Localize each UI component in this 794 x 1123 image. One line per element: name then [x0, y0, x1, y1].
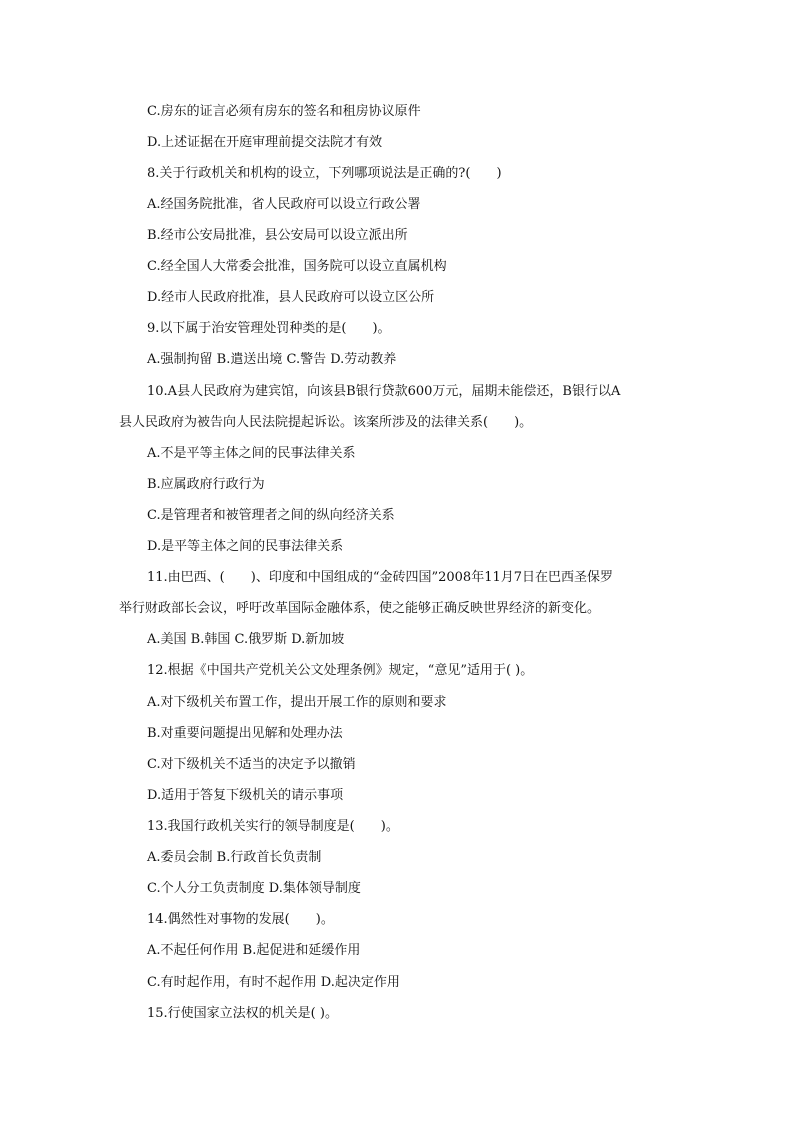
option-line: C.经全国人大常委会批准，国务院可以设立直属机构: [147, 259, 447, 274]
question-line: 10.A县人民政府为建宾馆，向该县B银行贷款600万元，届期未能偿还，B银行以A: [147, 384, 621, 399]
option-line: A.对下级机关布置工作，提出开展工作的原则和要求: [147, 695, 447, 710]
question-line: 12.根据《中国共产党机关公文处理条例》规定，“意见”适用于( )。: [147, 663, 534, 678]
option-line: A.不起任何作用 B.起促进和延缓作用: [147, 943, 361, 958]
option-line: C.是管理者和被管理者之间的纵向经济关系: [147, 508, 395, 523]
option-line: A.美国 B.韩国 C.俄罗斯 D.新加坡: [147, 632, 345, 647]
option-line: C.个人分工负责制度 D.集体领导制度: [147, 881, 361, 896]
option-line: B.对重要问题提出见解和处理办法: [147, 726, 343, 741]
option-line: A.委员会制 B.行政首长负责制: [147, 850, 322, 865]
question-line: 8.关于行政机关和机构的设立，下列哪项说法是正确的?( ): [147, 166, 502, 181]
question-line: 9.以下属于治安管理处罚种类的是( )。: [147, 321, 391, 336]
option-line: B.应属政府行政行为: [147, 477, 265, 492]
option-line: A.强制拘留 B.遣送出境 C.警告 D.劳动教养: [147, 352, 397, 367]
option-line: A.不是平等主体之间的民事法律关系: [147, 446, 356, 461]
question-continuation: 举行财政部长会议，呼吁改革国际金融体系，使之能够正确反映世界经济的新变化。: [119, 601, 601, 616]
option-line: C.房东的证言必须有房东的签名和租房协议原件: [147, 104, 421, 119]
option-line: D.经市人民政府批准，县人民政府可以设立区公所: [147, 290, 435, 305]
question-line: 11.由巴西、( )、印度和中国组成的“金砖四国”2008年11月7日在巴西圣保罗: [147, 570, 614, 585]
option-line: D.适用于答复下级机关的请示事项: [147, 788, 344, 803]
question-line: 15.行使国家立法权的机关是( )。: [147, 1006, 338, 1021]
option-line: D.上述证据在开庭审理前提交法院才有效: [147, 135, 383, 150]
option-line: C.有时起作用，有时不起作用 D.起决定作用: [147, 975, 400, 990]
option-line: B.经市公安局批准，县公安局可以设立派出所: [147, 228, 408, 243]
option-line: D.是平等主体之间的民事法律关系: [147, 539, 344, 554]
question-continuation: 县人民政府为被告向人民法院提起诉讼。该案所涉及的法律关系( )。: [119, 415, 533, 430]
option-line: A.经国务院批准，省人民政府可以设立行政公署: [147, 197, 421, 212]
question-line: 14.偶然性对事物的发展( )。: [147, 912, 334, 927]
option-line: C.对下级机关不适当的决定予以撤销: [147, 757, 356, 772]
question-line: 13.我国行政机关实行的领导制度是( )。: [147, 819, 399, 834]
